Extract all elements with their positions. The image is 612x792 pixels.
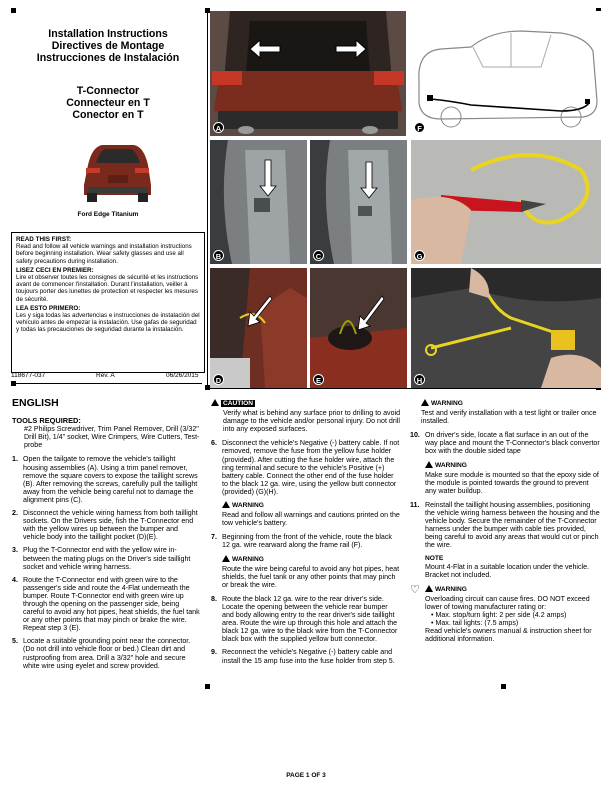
step-2: 2. Disconnect the vehicle wiring harness from both taillight sockets. On the Drivers side, fish the T-Connector end with the yellow wires up between the bumper and vehicle body into the taillight pocket (D)(E). [12, 509, 198, 542]
warning-icon [222, 555, 230, 562]
figure-a [210, 11, 406, 136]
warning-box-2 [222, 555, 401, 589]
figure-d [210, 268, 307, 388]
warning-title: WARNING [431, 400, 463, 407]
step-9: 9. Reconnect the vehicle's Negative (-) battery cable and install the 15 amp fuse into the fuse holder from step 5. [211, 648, 395, 665]
part-number: 118677-037 [11, 372, 46, 379]
figure-label-d: D [213, 374, 224, 385]
step-4: 4. Route the T-Connector end with green wire to the passenger's side and route the 4-Flat underneath the bumper. Route T-Connector end with green wire up through the opening on the passenger side, being careful to avoid any hot pipes, heat shields, the fuel tank or any other points that may pinch or brake the wire. Repeat step 3 (E). [12, 575, 200, 633]
caution-text: Verify what is behind any surface prior to drilling to avoid damage to the vehicle and/or personal injury. Do not drill into any exposed surfaces. [223, 409, 401, 434]
step-3: 3. Plug the T-Connector end with the yellow wire in-between the mating plugs on the Driver's side taillight socket and vehicle wiring harness. [12, 546, 191, 571]
read-first-title-en: READ THIS FIRST: [16, 236, 72, 243]
warning-title: WARNING [232, 502, 264, 510]
warning-title: WARNING [435, 461, 467, 469]
warning-icon [425, 585, 433, 592]
warning-icon [421, 399, 429, 406]
note-box [425, 555, 600, 579]
warning-box-1 [222, 501, 401, 527]
figure-b [210, 140, 307, 264]
divider [207, 11, 208, 388]
title-block [11, 28, 205, 65]
revision: Rev. A [96, 372, 115, 379]
warning-icon [425, 461, 433, 468]
note-text: Mount 4-Flat in a suitable location under the vehicle. Bracket not included. [425, 562, 590, 579]
warning-icon [211, 399, 219, 406]
warning-box-3 [421, 399, 600, 425]
step-6: 6. Disconnect the vehicle's Negative (-) battery cable. If not removed, remove the fuse from the yellow fuse holder (provided). After cutting the fuse holder wire, attach the ring terminal and secure to the vehicle's Positive (+) battery cable. Connect the other end of the fuse holder to the black 12 ga. wire, using the yellow butt connector (provided) (G)(H). [211, 439, 400, 496]
header-panel [11, 11, 205, 379]
tools-title: TOOLS REQUIRED: [12, 416, 81, 426]
warning-text: Route the wire being careful to avoid any hot pipes, heat shields, the fuel tank or any other points that may pinch or break the wire. [222, 564, 400, 589]
title-en: Installation Instructions [48, 28, 168, 40]
figure-label-a: A [213, 122, 224, 133]
step-10: 10. On driver's side, locate a flat surface in an out of the way place and mount the T-Connector's black convertor box with the double sided tape [410, 431, 600, 456]
read-first-box [11, 232, 205, 373]
product-es: Conector en T [72, 109, 144, 122]
read-first-title-fr: LISEZ CECI EN PREMIER: [16, 266, 94, 274]
warning-text: Read and follow all warnings and cautions printed on the tow vehicle's battery. [222, 511, 400, 528]
title-es: Instrucciones de Instalación [36, 52, 180, 65]
corner-mark [11, 8, 16, 13]
warning-title: WARNING [232, 555, 264, 563]
warning-text: Test and verify installation with a test light or trailer once installed. [421, 409, 597, 426]
product-block [11, 85, 205, 122]
product-en: T-Connector [76, 85, 140, 97]
warning-after-text: Read vehicle's owners manual & instruction sheet for additional information. [425, 627, 592, 644]
bullet-item: • Max. stop/turn light: 2 per side (4.2 amps) [431, 611, 567, 620]
date: 06/26/2015 [166, 372, 199, 379]
figure-h [411, 268, 601, 388]
warning-title: WARNING [435, 585, 467, 593]
column-2 [211, 399, 401, 670]
corner-mark [205, 684, 210, 689]
read-first-title-es: LEA ESTO PRIMERO: [16, 304, 81, 312]
warning-text: Overloading circuit can cause fires. DO NOT exceed lower of towing manufacturer rating or: [425, 594, 590, 611]
vehicle-thumbnail [78, 135, 157, 208]
read-first-body-fr: Lire et observer toutes les consignes de sécurité et les instructions avant de commencer l'installation. Durant l'installation, veiller à toujours porter des lunettes de protection et respecter les mesures de sécurité. [16, 274, 199, 303]
divider [207, 388, 601, 389]
step-1: 1. Open the tailgate to remove the vehicle's taillight housing assemblies (A). Using a trim panel remover, remove the square covers to expose the taillight screws (B). After removing the screws, carefully pull the taillight away from the vehicle being careful not to damage the alignment pins (C). [12, 455, 198, 504]
figure-c [310, 140, 407, 264]
vehicle-caption: Ford Edge Titanium [77, 211, 139, 218]
page-number: PAGE 1 OF 3 [286, 772, 326, 779]
figure-label-b: B [213, 250, 224, 261]
tools-text: #2 Philips Screwdriver, Trim Panel Remover, Drill (3/32" Drill Bit), 1/4" socket, Wire Crimpers, Wire Cutters, Test-probe [24, 425, 200, 450]
read-first-body-es: Les y siga todas las advertencias e instrucciones de instalación del vehículo antes de empezar la instalación. Use gafas de seguridad y todas las precauciones de seguridad durante la instalación. [16, 312, 200, 334]
divider [11, 383, 202, 384]
warning-box-5 [410, 585, 600, 644]
figure-g [411, 140, 601, 264]
step-7: 7. Beginning from the front of the vehicle, route the black 12 ga. wire rearward along the frame rail (F). [211, 533, 392, 550]
column-3 [410, 399, 600, 643]
figure-label-g: G [414, 250, 425, 261]
language-heading: ENGLISH [12, 397, 59, 409]
step-11: 11. Reinstall the taillight housing assemblies, positioning the vehicle wiring harness between the housing and the vehicle body. Secure the remainder of the T-Connector harness under the bumper with cable ties provided, being careful to avoid any areas that would cut or pinch the wire. [410, 500, 600, 550]
figure-e [310, 268, 407, 388]
caution-title: CAUTION [223, 400, 254, 407]
title-fr: Directives de Montage [51, 40, 165, 53]
read-first-body-en: Read and follow all vehicle warnings and installation instructions before beginning installation. Wear safety glasses and use all safety precautions during installation. [16, 243, 192, 265]
column-1 [12, 399, 202, 675]
figure-label-h: H [414, 374, 425, 385]
warning-text: Make sure module is mounted so that the epoxy side of the module is pointed towards the ground to prevent any water buildup. [425, 470, 599, 495]
warning-box-4 [425, 461, 600, 495]
figure-f [411, 11, 601, 136]
figure-label-e: E [313, 374, 324, 385]
bullet-item: • Max. tail lights: (7.5 amps) [431, 619, 519, 628]
fire-icon: ♡ [410, 583, 420, 596]
corner-mark [11, 381, 16, 386]
note-title: NOTE [425, 554, 444, 562]
warning-icon [222, 501, 230, 508]
step-5: 5. Locate a suitable grounding point near the connector. (Do not drill into vehicle floor or bed.) Clean dirt and rustproofing from area. Drill a 3/32" hole and secure white wire using eyelet and screw provided. [12, 637, 191, 670]
caution-box [211, 399, 401, 433]
corner-mark [501, 684, 506, 689]
product-fr: Connecteur en T [66, 97, 150, 110]
step-8: 8. Route the black 12 ga. wire to the rear driver's side. Locate the opening between the vehicle rear bumper and body allowing entry to the rear driver's side taillight area. Route the wire up through this hole and attach the black 12 ga. wire to the black wire from the T-Connector black box with the supplied yellow butt connector. [211, 594, 398, 644]
figure-label-c: C [313, 250, 324, 261]
figure-label-f: F [414, 122, 425, 133]
